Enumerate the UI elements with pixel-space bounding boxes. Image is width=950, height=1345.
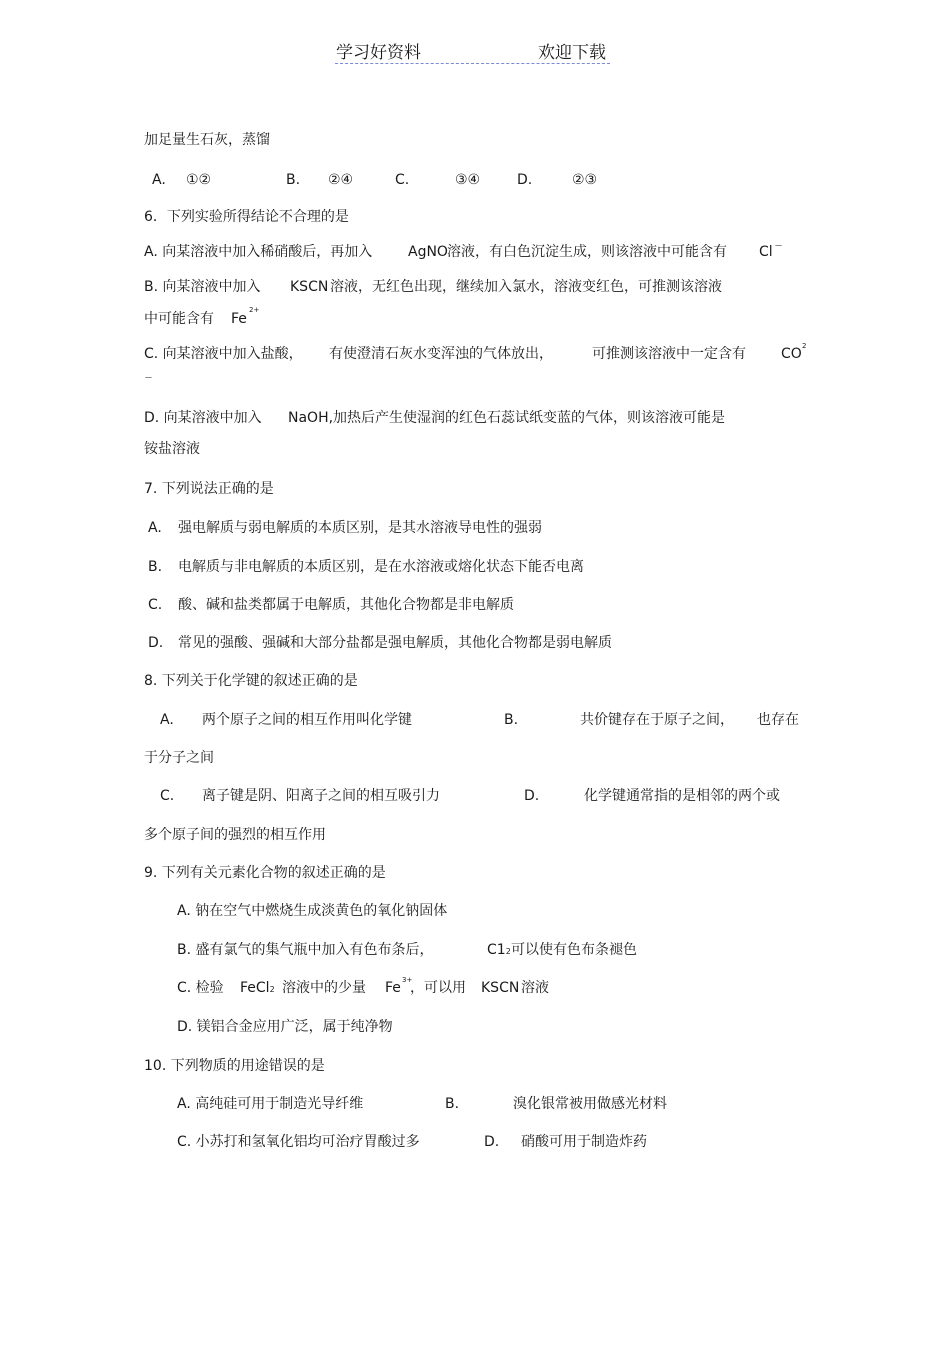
q6-option-c-charge: 2	[802, 342, 807, 350]
q9-option-c-ion: Fe	[385, 980, 401, 996]
q6-stem: 6．下列实验所得结论不合理的是	[144, 209, 349, 225]
q8-option-b-key: B.	[504, 712, 519, 728]
q8-option-d-key: D.	[524, 788, 540, 804]
q8-option-c-key: C.	[160, 788, 175, 804]
q8-option-d-value2: 多个原子间的强烈的相互作用	[144, 827, 326, 843]
q6-option-b-charge: 2+	[249, 306, 260, 314]
header-underline	[335, 63, 610, 64]
q7-stem: 7. 下列说法正确的是	[144, 481, 274, 497]
q6-option-c-ion: CO	[781, 346, 802, 362]
q7-option-a-value: 强电解质与弱电解质的本质区别，是其水溶液导电性的强弱	[178, 520, 542, 536]
prev-option-b-key: B.	[286, 172, 301, 188]
q6-option-d-formula: NaOH,	[288, 410, 334, 426]
q9-option-b-formula: C12	[487, 942, 511, 958]
q10-stem: 10. 下列物质的用途错误的是	[144, 1058, 325, 1074]
q8-option-b-value2: 也存在	[757, 712, 799, 728]
q9-option-c-text2: 溶液中的少量	[282, 980, 366, 996]
header-right: 欢迎下载	[538, 43, 606, 63]
q8-option-c-value: 离子键是阴、阳离子之间的相互吸引力	[202, 788, 440, 804]
q7-option-a-key: A.	[148, 520, 162, 536]
q7-option-b-value: 电解质与非电解质的本质区别，是在水溶液或熔化状态下能否电离	[178, 559, 584, 575]
prev-option-a-key: A.	[152, 172, 166, 188]
q9-option-b-text1: B. 盛有氯气的集气瓶中加入有色布条后，	[177, 942, 434, 958]
q6-option-a-formula: AgNO	[408, 244, 448, 260]
q6-option-d-text3: 铵盐溶液	[144, 441, 200, 457]
q6-option-b-text1: B. 向某溶液中加入	[144, 279, 261, 295]
q6-option-c-minus: —	[145, 373, 152, 381]
q9-option-a: A. 钠在空气中燃烧生成淡黄色的氧化钠固体	[177, 903, 448, 919]
q7-option-d-value: 常见的强酸、强碱和大部分盐都是强电解质，其他化合物都是弱电解质	[178, 635, 612, 651]
prev-question-tail: 加足量生石灰，蒸馏	[144, 132, 270, 148]
q6-option-a-charge: —	[775, 241, 782, 249]
header-left: 学习好资料	[336, 43, 421, 63]
q6-option-d-text2: 加热后产生使湿润的红色石蕊试纸变蓝的气体，则该溶液可能是	[333, 410, 725, 426]
q10-option-d-value: 硝酸可用于制造炸药	[521, 1134, 647, 1150]
q7-option-d-key: D.	[148, 635, 164, 651]
q9-option-b-text2: 可以使有色布条褪色	[511, 942, 637, 958]
q8-stem: 8. 下列关于化学键的叙述正确的是	[144, 673, 358, 689]
q9-option-c-text1: C. 检验	[177, 980, 224, 996]
q10-option-d-key: D.	[484, 1134, 500, 1150]
q6-option-a-text1: A. 向某溶液中加入稀硝酸后，再加入	[144, 244, 373, 260]
q9-option-c-text3: ，可以用	[410, 980, 466, 996]
q7-option-c-key: C.	[148, 597, 163, 613]
q10-option-c: C. 小苏打和氢氧化铝均可治疗胃酸过多	[177, 1134, 420, 1150]
q9-option-c-formula: FeCl2	[240, 980, 275, 996]
q9-option-c-reagent: KSCN	[481, 980, 520, 996]
q6-option-d-text1: D. 向某溶液中加入	[144, 410, 262, 426]
prev-option-b-value: ②④	[328, 172, 354, 188]
q10-option-a: A. 高纯硅可用于制造光导纤维	[177, 1096, 364, 1112]
q8-option-a-value: 两个原子之间的相互作用叫化学键	[202, 712, 412, 728]
prev-option-a-value: ①②	[186, 172, 212, 188]
q7-option-c-value: 酸、碱和盐类都属于电解质，其他化合物都是非电解质	[178, 597, 514, 613]
q6-option-a-ion: Cl	[759, 244, 773, 260]
prev-option-c-value: ③④	[455, 172, 481, 188]
q8-option-b-value3: 于分子之间	[144, 750, 214, 766]
q6-option-b-text2: 溶液，无红色出现，继续加入氯水，溶液变红色，可推测该溶液	[330, 279, 722, 295]
q6-option-b-text3: 中可能含有	[144, 311, 214, 327]
q7-option-b-key: B.	[148, 559, 163, 575]
q8-option-a-key: A.	[160, 712, 174, 728]
q10-option-b-value: 溴化银常被用做感光材料	[513, 1096, 667, 1112]
q6-option-c-text3: 可推测该溶液中一定含有	[592, 346, 746, 362]
q9-option-d: D. 镁铝合金应用广泛，属于纯净物	[177, 1019, 393, 1035]
q9-option-c-charge: 3+	[402, 976, 413, 984]
q6-option-a-text2: 溶液，有白色沉淀生成，则该溶液中可能含有	[447, 244, 727, 260]
q6-option-c-text1: C. 向某溶液中加入盐酸，	[144, 346, 303, 362]
q8-option-b-value1: 共价键存在于原子之间，	[580, 712, 734, 728]
q6-option-b-ion: Fe	[231, 311, 247, 327]
q6-option-b-formula: KSCN	[290, 279, 329, 295]
prev-option-d-key: D.	[517, 172, 533, 188]
q6-option-c-text2: 有使澄清石灰水变浑浊的气体放出，	[329, 346, 553, 362]
q10-option-b-key: B.	[445, 1096, 460, 1112]
q9-option-c-text4: 溶液	[521, 980, 549, 996]
q9-stem: 9. 下列有关元素化合物的叙述正确的是	[144, 865, 386, 881]
prev-option-c-key: C.	[395, 172, 410, 188]
prev-option-d-value: ②③	[572, 172, 598, 188]
q8-option-d-value1: 化学键通常指的是相邻的两个或	[584, 788, 780, 804]
